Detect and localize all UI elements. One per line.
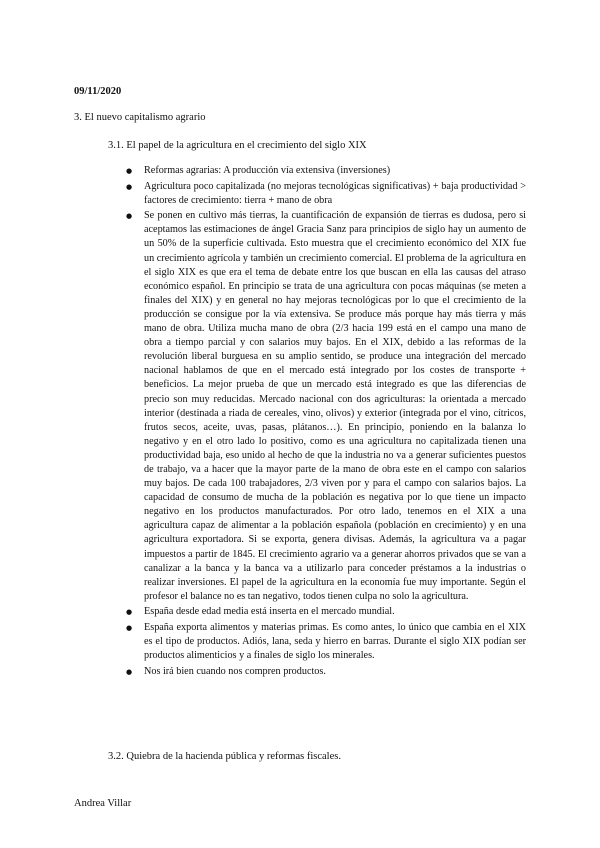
subsection-heading-3-2: 3.2. Quiebra de la hacienda pública y reformas fiscales. [108,751,341,762]
footer-author: Andrea Villar [74,798,132,809]
section-heading: 3. El nuevo capitalismo agrario [74,112,206,123]
bullet-item: ● España exporta alimentos y materias primas. Es como antes, lo único que cambia en el XIX es el tipo de productos. Adiós, lana, seda y hierro en barras. Durante el siglo XIX podían ser productos alimenticios y a finales de siglo los minerales. [126,621,526,663]
bullet-item: ● Se ponen en cultivo más tierras, la cuantificación de expansión de tierras es dudosa, pero si aceptamos las estimaciones de ángel Gracia Sanz para principios de siglo hay un aumento de un 50% de la superficie cultivada. Esto muestra que el crecimiento económico del XIX fue un crecimiento agrícola y también un crecimiento comercial. El problema de la agricultura en el siglo XIX es que era el tema de debate entre los que buscan en ella las causas del atraso económico español. En principio se trata de una agricultura con pocas máquinas (se meten a finales del XIX) y en general no hay mejoras tecnológicas por lo que el crecimiento de la producción se consigue por la vía extensiva. Se produce más porque hay más tierra y más mano de obra. Utiliza mucha mano de obra (2/3 hacia 199 está en el campo una mano de obra a tiempo parcial y con salarios muy bajos. En el XIX, debido a las reformas de la revolución liberal burguesa en su amplio sentido, se produce una integración del mercado nacional hablamos de que en el mercado está integrado por los costes de transporte + beneficios. La mejor prueba de que un mercado está integrado es que las diferencias de precio son muy reducidas. Mercado nacional con dos agriculturas: la orientada a mercado interior (destinada a riada de cereales, vino, olivos) y exterior (integrada por el vino, cítricos, frutos secos, aceite, uvas, pasas, plátanos…). En principio, poniendo en la balanza lo negativo y en el otro lado lo positivo, como es una agricultura no capitalizada tienen una productividad baja, eso unido al hecho de que la industria no va a generar suficientes puestos de trabajo, va a hacer que la mayor parte de la mano de obra este en el campo con salarios muy bajos. De cada 100 trabajadores, 2/3 viven por y para el campo con salarios bajos. La capacidad de consumo de mucha de la población es negativa por lo que tiene un impacto negativo en los productos manufacturados. Por otro lado, tenemos en el XIX a una agricultura capaz de alimentar a la población española (población en crecimiento) y en una agricultura exportadora. Si se exporta, genera divisas. Además, la agricultura va a pagar impuestos a partir de 1845. El crecimiento agrario va a generar ahorros privados que se van a canalizar a la banca y la banca va a utilizarlo para conceder préstamos a la industrias o realizar inversiones. El papel de la agricultura en la economía fue muy importante. Según el profesor el balance no es tan negativo, todos tienen culpa no solo la agricultura. [126,209,526,604]
bullet-item: ● España desde edad media está inserta en el mercado mundial. [126,605,526,619]
subsection-heading-3-1: 3.1. El papel de la agricultura en el crecimiento del siglo XIX [108,140,367,151]
document-date: 09/11/2020 [74,86,122,97]
bullet-item: ● Nos irá bien cuando nos compren productos. [126,665,526,679]
bullet-item: ● Agricultura poco capitalizada (no mejoras tecnológicas significativas) + baja productividad > factores de crecimiento: tierra + mano de obra [126,180,526,208]
bullet-list [126,164,526,680]
bullet-item: ● Reformas agrarias: A producción vía extensiva (inversiones) [126,164,526,178]
